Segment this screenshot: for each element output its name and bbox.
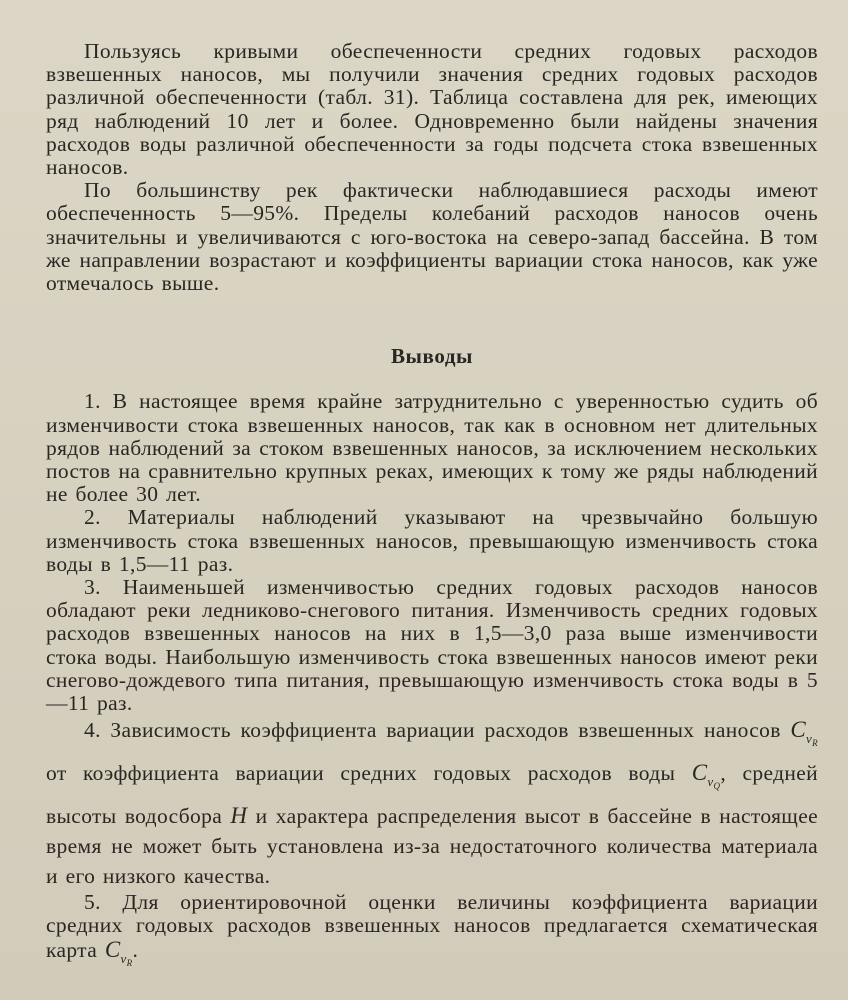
conclusion-item-5 [46, 891, 818, 975]
item5-text-2: . [132, 937, 139, 962]
symbol-cv-r-2: $C_{v_R}$ [104, 936, 133, 968]
item4-text-3: , средней высоты водосбора [46, 761, 818, 829]
intro-paragraph-2: По большинству рек фактически наблюдавшиеся расходы имеют обеспеченность 5—95%. Пределы колебаний расходов наносов очень значительны и увеличиваются с юго-востока на северо-запад бассейна. В том же направлении возрастают и коэффициенты вариации стока наносов, как уже отмечалось выше. [46, 178, 818, 296]
intro-paragraph-1: Пользуясь кривыми обеспеченности средних годовых расходов взвешенных наносов, мы получили значения средних годовых расходов различной обеспеченности (табл. 31). Таблица составлена для рек, имеющих ряд наблюдений 10 лет и более. Одновременно были найдены значения расходов воды различной обеспеченности за годы подсчета стока взвешенных наносов. [46, 39, 818, 180]
item4-text-1: 4. Зависимость коэффициента вариации расходов взвешенных наносов [84, 718, 791, 743]
symbol-cv-q: $C_{v_Q}$ [691, 760, 721, 792]
conclusion-item-4 [46, 715, 818, 891]
item4-text-2: от коэффициента вариации средних годовых расходов воды [46, 761, 692, 786]
conclusion-item-2: 2. Материалы наблюдений указывают на чрезвычайно большую изменчивость стока взвешенных наносов, превышающую изменчивость стока воды в 1,5—11 раз. [46, 505, 818, 576]
conclusion-item-3: 3. Наименьшей изменчивостью средних годовых расходов наносов обладают реки ледниково-снегового питания. Изменчивость средних годовых расходов взвешенных наносов на них в 1,5—3,0 раза выше изменчивости стока воды. Наибольшую изменчивость стока взвешенных наносов имеют реки снегово-дождевого типа питания, превышающую изменчивость стока воды в 5—11 раз. [46, 575, 818, 716]
symbol-cv-r: $C_{v_R}$ [790, 717, 818, 749]
item5-text-1: 5. Для ориентировочной оценки величины коэффициента вариации средних годовых расходов взвешенных наносов предлагается схематическая карта [46, 890, 818, 962]
symbol-h: H [230, 803, 248, 829]
item4-text-4: и характера распределения высот в бассейне в настоящее время не может быть установлена из-за недостаточного количества материала и его низкого качества. [46, 804, 818, 889]
section-heading: Выводы [390, 344, 474, 369]
conclusion-item-1: 1. В настоящее время крайне затруднительно с уверенностью судить об изменчивости стока взвешенных наносов, так как в основном нет длительных рядов наблюдений за стоком взвешенных наносов, за исключением нескольких постов на сравнительно крупных реках, имеющих к тому же ряды наблюдений не более 30 лет. [46, 389, 818, 507]
